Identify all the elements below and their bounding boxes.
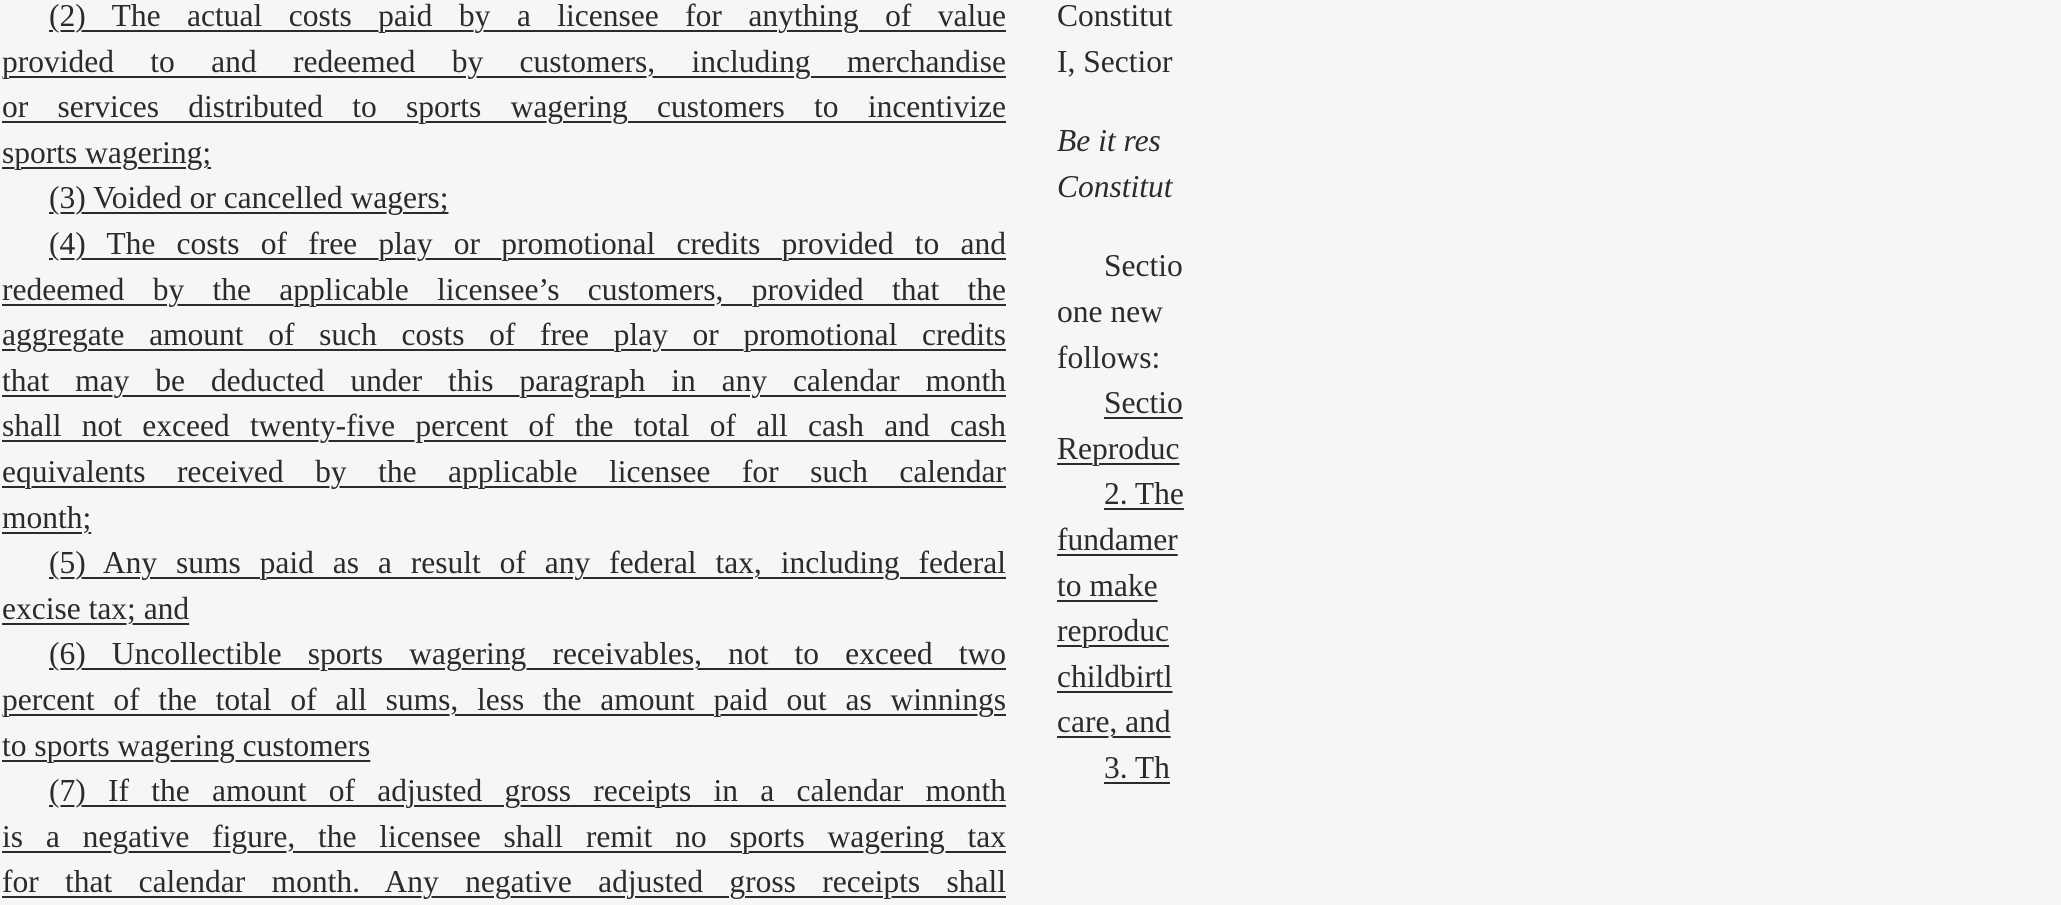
amendment-line-7: childbirtl xyxy=(1057,658,1173,694)
paragraph-2-line-3: or services distributed to sports wagering customers to incentivize xyxy=(2,89,1006,125)
heading-line-2: I, Sectior xyxy=(1057,43,1173,79)
paragraph-4-line-7: month; xyxy=(2,499,92,535)
paragraph-7-line-2: is a negative figure, the licensee shall remit no sports wagering tax xyxy=(2,818,1006,854)
resolution-line-1: Be it res xyxy=(1057,123,1161,159)
paragraph-6-line-1: (6) Uncollectible sports wagering receivables, not to exceed two xyxy=(49,636,1006,672)
amendment-line-3: 2. The xyxy=(1104,476,1184,512)
amendment-line-5: to make xyxy=(1057,567,1158,603)
paragraph-4-line-4: that may be deducted under this paragraph in any calendar month xyxy=(2,362,1006,398)
left-page-column xyxy=(2,0,1006,900)
resolution-line-2: Constitut xyxy=(1057,168,1173,204)
paragraph-3-line-1: (3) Voided or cancelled wagers; xyxy=(49,180,449,216)
paragraph-6-line-3: to sports wagering customers xyxy=(2,727,371,763)
section-line-2: one new xyxy=(1057,293,1163,329)
right-text-block xyxy=(1057,0,2061,791)
paragraph-4-line-2: redeemed by the applicable licensee’s customers, provided that the xyxy=(2,271,1006,307)
paragraph-2-line-1: (2) The actual costs paid by a licensee for anything of value xyxy=(49,0,1006,33)
paragraph-5-line-2: excise tax; and xyxy=(2,590,190,626)
amendment-line-4: fundamer xyxy=(1057,521,1178,557)
section-line-1: Sectio xyxy=(1104,248,1183,284)
paragraph-7-line-1: (7) If the amount of adjusted gross receipts in a calendar month xyxy=(49,773,1006,809)
paragraph-4-line-3: aggregate amount of such costs of free play or promotional credits xyxy=(2,317,1006,353)
paragraph-7-line-3: for that calendar month. Any negative adjusted gross receipts shall xyxy=(2,864,1006,900)
paragraph-2-line-4: sports wagering; xyxy=(2,134,212,170)
left-text-block xyxy=(2,0,1006,905)
spacer xyxy=(1057,209,2061,243)
amendment-line-1: Sectio xyxy=(1104,385,1183,421)
section-line-3: follows: xyxy=(1057,339,1161,375)
amendment-line-6: reproduc xyxy=(1057,613,1169,649)
spacer xyxy=(1057,84,2061,118)
amendment-line-8: care, and xyxy=(1057,704,1171,740)
right-page-column xyxy=(1057,0,1190,893)
paragraph-4-line-1: (4) The costs of free play or promotional credits provided to and xyxy=(49,225,1006,261)
amendment-line-2: Reproduc xyxy=(1057,430,1180,466)
paragraph-4-line-6: equivalents received by the applicable licensee for such calendar xyxy=(2,453,1006,489)
amendment-line-9: 3. Th xyxy=(1104,749,1170,785)
paragraph-6-line-2: percent of the total of all sums, less the amount paid out as winnings xyxy=(2,681,1006,717)
heading-line-1: Constitut xyxy=(1057,0,1173,33)
paragraph-4-line-5: shall not exceed twenty-five percent of the total of all cash and cash xyxy=(2,408,1006,444)
paragraph-5-line-1: (5) Any sums paid as a result of any federal tax, including federal xyxy=(49,545,1006,581)
paragraph-2-line-2: provided to and redeemed by customers, including merchandise xyxy=(2,43,1006,79)
